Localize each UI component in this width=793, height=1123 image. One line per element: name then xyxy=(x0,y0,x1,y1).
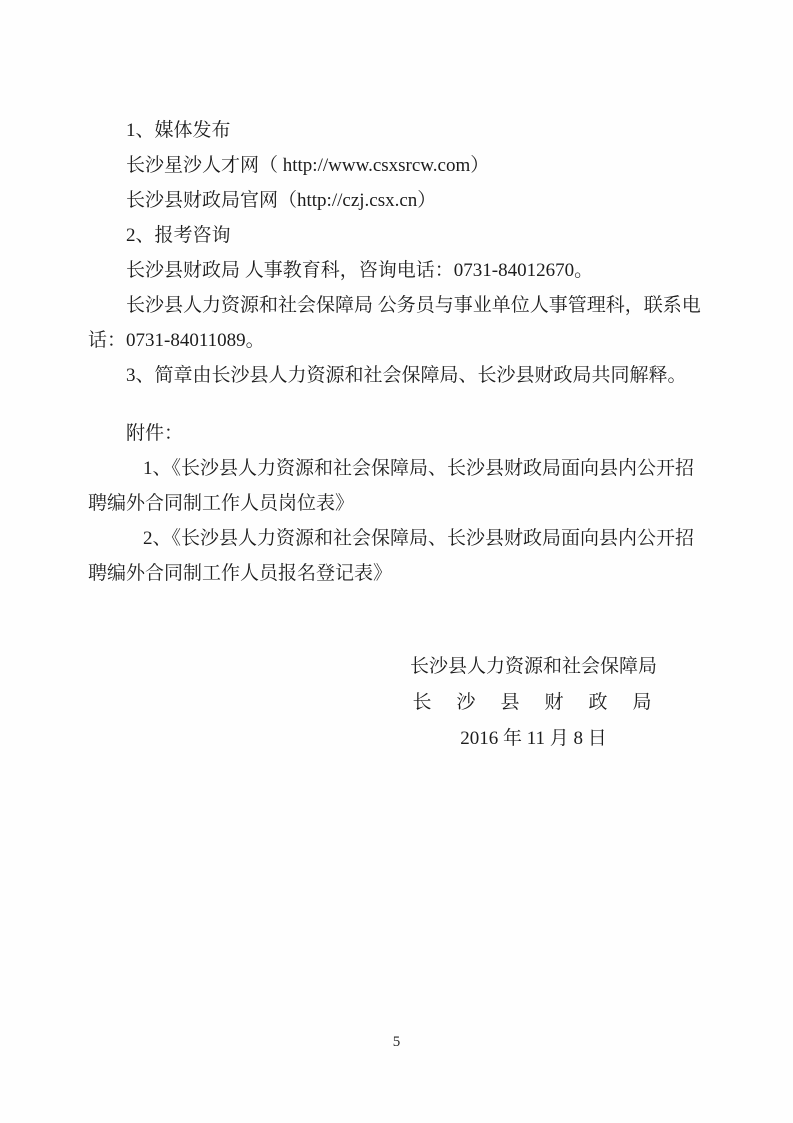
body-line-hr-bureau-contact: 长沙县人力资源和社会保障局 公务员与事业单位人事管理科，联系电 xyxy=(126,295,701,316)
body-line-talent-site-url: 长沙星沙人才网（ http://www.csxsrcw.com） xyxy=(126,155,490,176)
signature-date: 2016 年 11 月 8 日 xyxy=(460,728,607,749)
attachments-label: 附件： xyxy=(126,423,184,444)
body-line-finance-site-url: 长沙县财政局官网（http://czj.csx.cn） xyxy=(126,190,437,211)
body-line-finance-phone: 长沙县财政局 人事教育科，咨询电话：0731-84012670。 xyxy=(126,260,594,281)
attachment-item-2-line-2: 聘编外合同制工作人员报名登记表》 xyxy=(88,563,393,584)
body-line-media-release: 1、媒体发布 xyxy=(126,120,231,141)
page-number: 5 xyxy=(392,1034,401,1050)
blank-gap xyxy=(88,393,705,416)
body-line-interpretation: 3、简章由长沙县人力资源和社会保障局、长沙县财政局共同解释。 xyxy=(126,365,687,386)
attachment-item-1-line-1: 1、《长沙县人力资源和社会保障局、长沙县财政局面向县内公开招 xyxy=(143,458,695,479)
signature-org-hr-bureau: 长沙县人力资源和社会保障局 xyxy=(410,656,658,677)
blank-gap xyxy=(88,591,705,649)
attachment-item-2-line-1: 2、《长沙县人力资源和社会保障局、长沙县财政局面向县内公开招 xyxy=(143,528,695,549)
signature-org-finance-bureau: 长 沙 县 财 政 局 xyxy=(412,692,655,713)
body-line-consultation: 2、报考咨询 xyxy=(126,225,231,246)
body-line-hr-phone-wrap: 话：0731-84011089。 xyxy=(88,330,265,351)
attachment-item-1-line-2: 聘编外合同制工作人员岗位表》 xyxy=(88,493,355,514)
signature-block xyxy=(410,649,657,757)
